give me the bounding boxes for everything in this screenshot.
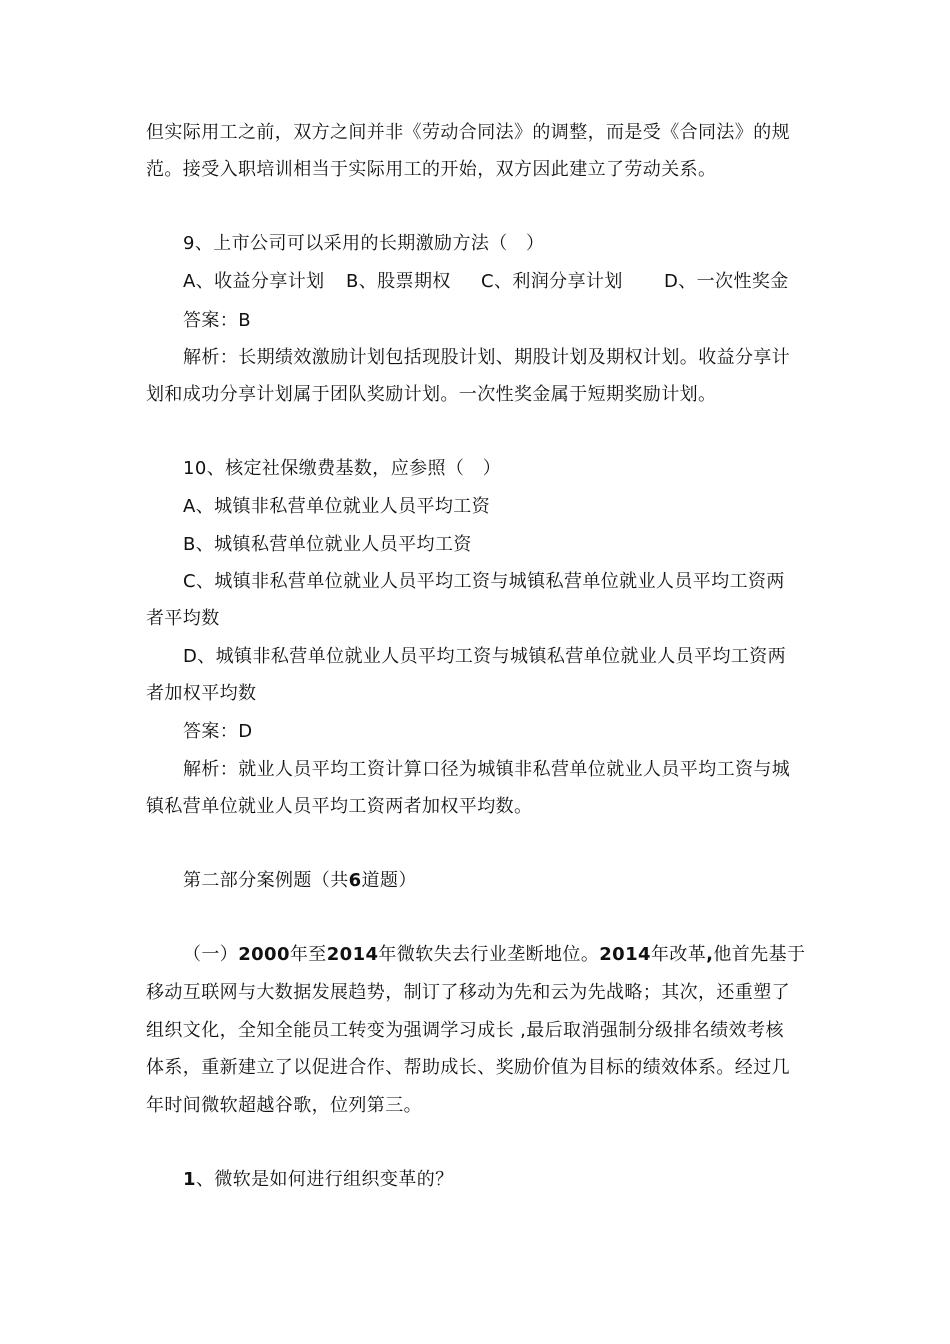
case1-text: 年微软失去行业垄断地位。	[378, 944, 600, 965]
intro-line-1: 但实际用工之前，双方之间并非《劳动合同法》的调整，而是受《合同法》的规	[146, 122, 790, 143]
q9-option-b: B、股票期权	[346, 271, 451, 292]
case1-number: （一）	[183, 944, 239, 965]
q9-question: 9、上市公司可以采用的长期激励方法（ ）	[183, 233, 545, 254]
q9-options	[183, 270, 848, 294]
sub-question-1	[183, 1168, 848, 1192]
q9-analysis-line-2: 划和成功分享计划属于团队奖励计划。一次性奖金属于短期奖励计划。	[146, 384, 717, 405]
case1-text: 年至	[289, 944, 327, 965]
q10-analysis-line-1: 解析：就业人员平均工资计算口径为城镇非私营单位就业人员平均工资与城	[183, 759, 791, 780]
q10-analysis-line-2: 镇私营单位就业人员平均工资两者加权平均数。	[146, 796, 533, 817]
case1-text: 年改革	[650, 944, 707, 965]
case1-line-2: 移动互联网与大数据发展趋势，制订了移动为先和云为先战略；其次，还重塑了	[146, 982, 790, 1003]
sub-question-number: 1	[183, 1169, 196, 1190]
q9-option-d: D、一次性奖金	[664, 271, 789, 292]
case1-year-2014: 2014	[326, 944, 379, 965]
q10-option-c-line-1: C、城镇非私营单位就业人员平均工资与城镇私营单位就业人员平均工资两	[183, 571, 785, 592]
part2-heading-prefix: 第二部分案例题（共	[183, 870, 349, 891]
intro-line-2: 范。接受入职培训相当于实际用工的开始，双方因此建立了劳动关系。	[146, 159, 717, 180]
q9-analysis-line-1: 解析：长期绩效激励计划包括现股计划、期股计划及期权计划。收益分享计	[183, 347, 791, 368]
q10-option-d-line-2: 者加权平均数	[146, 683, 257, 704]
case1-year-2000: 2000	[238, 944, 290, 965]
case1-text: 他首先基于	[713, 944, 806, 965]
case1-line-5: 年时间微软超越谷歌，位列第三。	[146, 1095, 422, 1116]
part2-question-count: 6	[348, 870, 362, 891]
q10-option-a: A、城镇非私营单位就业人员平均工资	[183, 496, 491, 517]
part2-heading-suffix: 道题）	[361, 870, 417, 891]
q10-answer: 答案：D	[183, 721, 253, 742]
q10-option-d-line-1: D、城镇非私营单位就业人员平均工资与城镇私营单位就业人员平均工资两	[183, 646, 787, 667]
q10-option-b: B、城镇私营单位就业人员平均工资	[183, 534, 472, 555]
case1-line-3: 组织文化，全知全能员工转变为强调学习成长 ,最后取消强制分级排名绩效考核	[146, 1020, 784, 1041]
q9-option-a: A、收益分享计划	[183, 271, 325, 292]
case1-year-2014: 2014	[599, 944, 651, 965]
sub-question-text: 、微软是如何进行组织变革的？	[195, 1169, 454, 1190]
part2-heading	[183, 869, 848, 893]
q9-option-c: C、利润分享计划	[481, 271, 623, 292]
case1-line-1	[183, 943, 848, 967]
q10-option-c-line-2: 者平均数	[146, 608, 220, 629]
q10-question: 10、核定社保缴费基数，应参照（ ）	[183, 458, 502, 479]
case1-comma: ,	[706, 944, 714, 965]
q9-answer: 答案：B	[183, 310, 251, 331]
case1-line-4: 体系，重新建立了以促进合作、帮助成长、奖励价值为目标的绩效体系。经过几	[146, 1057, 790, 1078]
